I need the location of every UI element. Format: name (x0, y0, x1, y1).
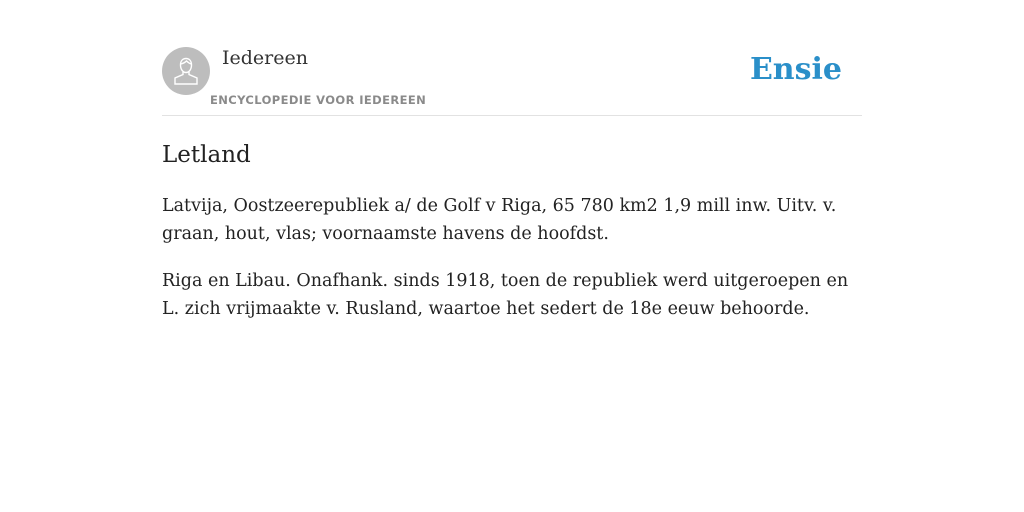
header (162, 0, 862, 116)
page-container (162, 0, 862, 319)
avatar[interactable] (162, 47, 210, 95)
article-paragraph: Latvija, Oostzeerepubliek a/ de Golf v Riga, 65 780 km2 1,9 mill inw. Uitv. v. graan, hout, vlas; voornaamste havens de hoofdst. (162, 196, 837, 244)
site-subtitle: ENCYCLOPEDIE VOOR IEDEREEN (210, 93, 427, 107)
brand-logo-link[interactable]: Ensie (749, 52, 842, 87)
user-icon (172, 56, 200, 86)
article-paragraph: Riga en Libau. Onafhank. sinds 1918, toen de republiek werd uitgeroepen en L. zich vrijmaakte v. Rusland, waartoe het sedert de 18e eeuw behoorde. (162, 271, 849, 319)
article-title: Letland (162, 142, 251, 168)
author-name[interactable]: Iedereen (222, 47, 308, 69)
